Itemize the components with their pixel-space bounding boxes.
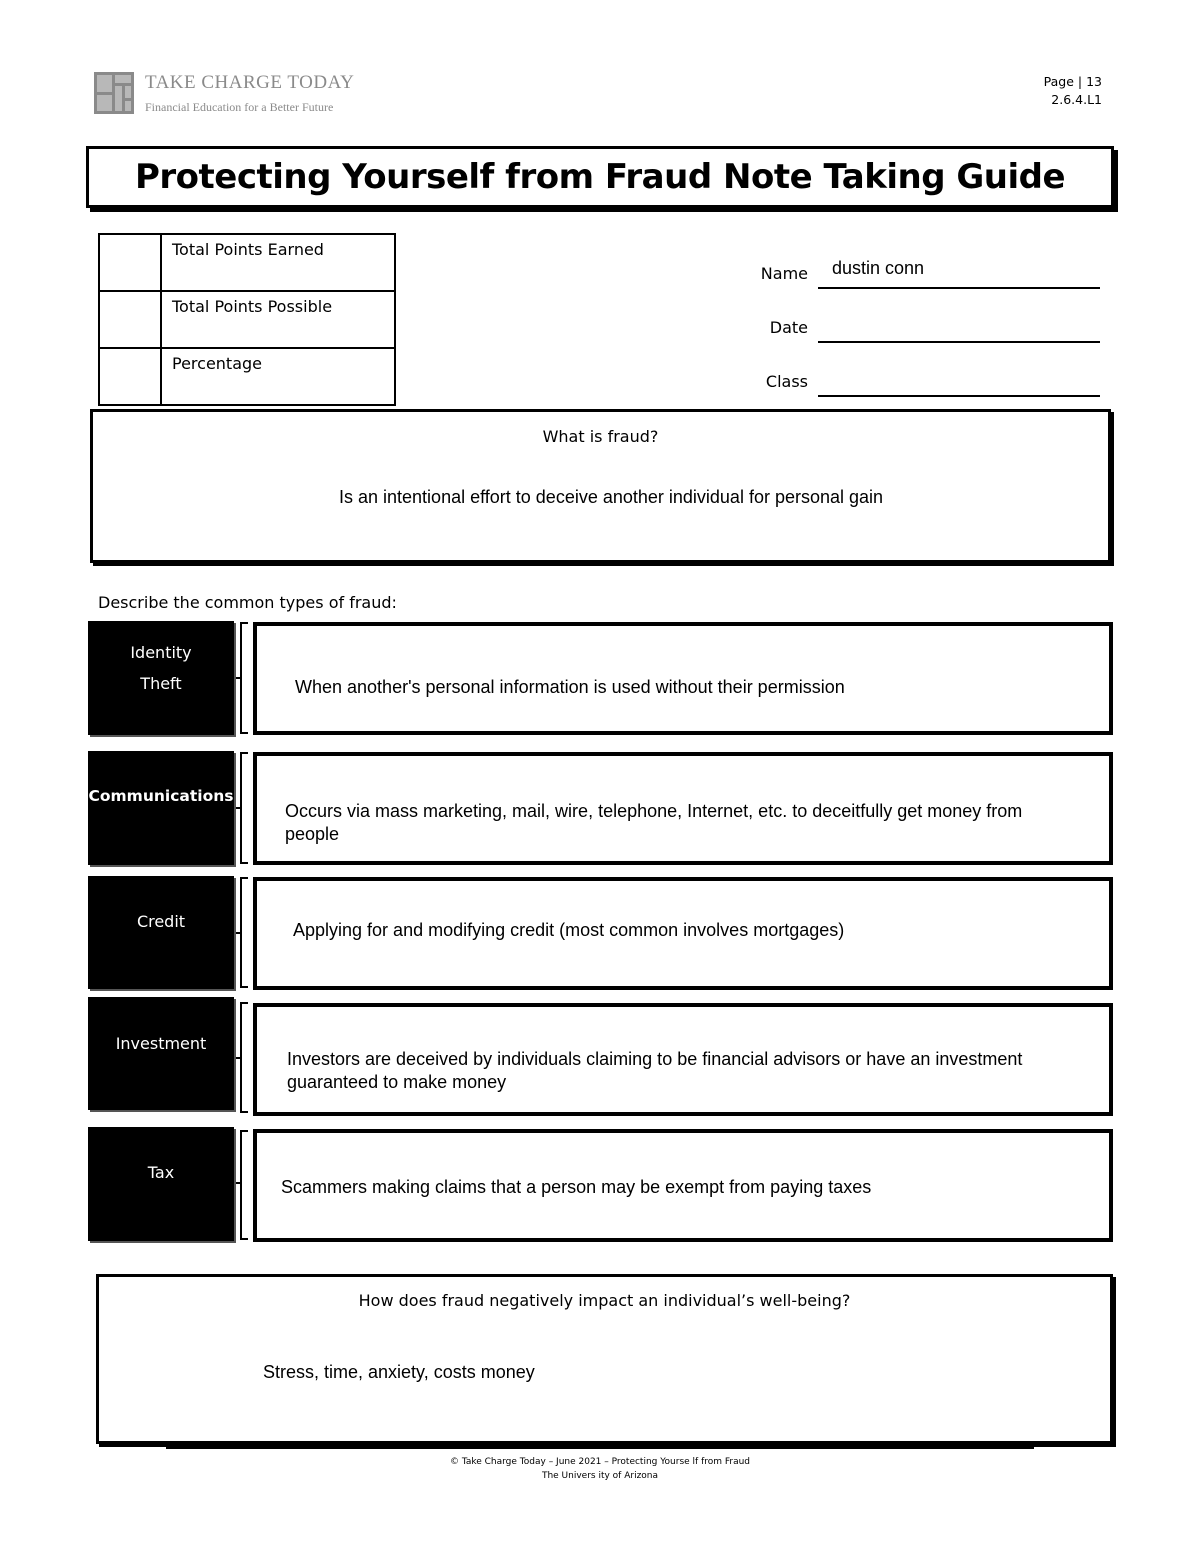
fraud-type-label-line: Communications <box>88 787 234 805</box>
points-label: Total Points Earned <box>161 234 395 291</box>
fraud-type-label-line: Investment <box>115 1034 207 1053</box>
impact-box <box>96 1274 1113 1444</box>
name-label: Name <box>760 264 808 283</box>
name-field[interactable] <box>818 285 1100 289</box>
fraud-answer-box[interactable] <box>253 877 1113 990</box>
fraud-type-label-line: Tax <box>147 1163 175 1182</box>
class-field[interactable] <box>818 393 1100 397</box>
what-is-fraud-answer[interactable]: Is an intentional effort to deceive another individual for personal gain <box>339 487 884 507</box>
fraud-type-label-line: Theft <box>140 674 182 693</box>
fraud-answer-box[interactable] <box>253 1003 1113 1116</box>
date-field[interactable] <box>818 339 1100 343</box>
footer-university: The Univers ity of Arizona <box>541 1471 659 1481</box>
page-title: Protecting Yourself from Fraud Note Taking Guide <box>134 157 1066 197</box>
points-entry-cell[interactable] <box>99 291 161 348</box>
fraud-answer-line: guaranteed to make money <box>287 1072 507 1092</box>
name-value: dustin conn <box>832 258 925 278</box>
footer-divider <box>166 1447 1034 1449</box>
lesson-code: 2.6.4.L1 <box>1051 92 1102 107</box>
impact-question: How does fraud negatively impact an individual’s well-being? <box>358 1291 851 1310</box>
fraud-type-label <box>88 876 234 989</box>
fraud-answer-line: Occurs via mass marketing, mail, wire, telephone, Internet, etc. to deceitfully get money from <box>285 801 1023 821</box>
points-label: Total Points Possible <box>161 291 395 348</box>
fraud-answer-box[interactable] <box>253 622 1113 735</box>
class-label: Class <box>765 372 808 391</box>
page-number: Page | 13 <box>1043 74 1102 89</box>
points-row <box>99 291 395 348</box>
fraud-type-label <box>88 621 234 735</box>
points-label: Percentage <box>161 348 395 405</box>
bracket <box>240 1002 248 1113</box>
page-reference <box>1044 73 1102 109</box>
take-charge-today-logo <box>94 72 354 116</box>
logo-mark-icon <box>94 72 134 114</box>
logo-title: TAKE CHARGE TODAY <box>145 72 355 93</box>
fraud-answer-line: people <box>285 824 340 844</box>
title-box <box>86 146 1114 208</box>
fraud-type-label <box>88 997 234 1110</box>
fraud-types-heading: Describe the common types of fraud: <box>98 593 397 612</box>
bracket <box>240 877 248 988</box>
bracket <box>240 622 248 734</box>
fraud-type-label-line: Identity <box>130 643 192 662</box>
what-is-fraud-box <box>90 409 1111 563</box>
fraud-type-label <box>88 751 234 865</box>
fraud-answer-line: Applying for and modifying credit (most common involves mortgages) <box>293 920 845 940</box>
points-row <box>99 348 395 405</box>
bracket <box>240 752 248 864</box>
fraud-type-label-line: Credit <box>136 912 186 931</box>
footer-copyright: © Take Charge Today – June 2021 – Protecting Yourse lf from Fraud <box>449 1457 751 1467</box>
points-table <box>98 233 396 406</box>
date-label: Date <box>769 318 808 337</box>
fraud-answer-box[interactable] <box>253 1129 1113 1242</box>
points-entry-cell[interactable] <box>99 234 161 291</box>
fraud-answer-line: When another's personal information is used without their permission <box>295 677 845 697</box>
points-entry-cell[interactable] <box>99 348 161 405</box>
fraud-type-label <box>88 1127 234 1241</box>
fraud-answer-box[interactable] <box>253 752 1113 865</box>
fraud-answer-line: Investors are deceived by individuals claiming to be financial advisors or have an investment <box>287 1049 1023 1069</box>
points-row <box>99 234 395 291</box>
what-is-fraud-question: What is fraud? <box>542 427 659 446</box>
bracket <box>240 1130 248 1240</box>
impact-answer[interactable]: Stress, time, anxiety, costs money <box>263 1362 535 1382</box>
logo-subtitle: Financial Education for a Better Future <box>145 100 334 114</box>
fraud-answer-line: Scammers making claims that a person may be exempt from paying taxes <box>281 1177 872 1197</box>
